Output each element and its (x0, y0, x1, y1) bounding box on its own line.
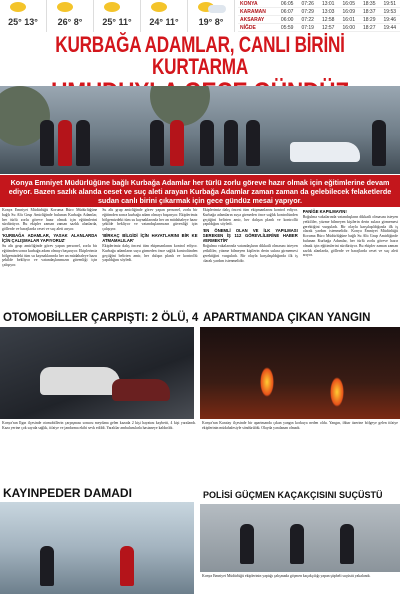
column-text: Su altı grup amirliğinde görev yapan personel, zorlu bir eğitimden sonra kurbağa adam olmayı başarıyor. Ekiplerimiz bölgemizdeki tüm su kaynaklarında her an müdahaleye hazır şekilde bekliyor ve vatandaşlarımızın güvenliği için çalışıyor. (102, 208, 198, 232)
article-column (2, 208, 97, 310)
photo-diver (372, 120, 386, 166)
prayer-time: 16:05 (342, 0, 355, 7)
photo-diver (40, 120, 54, 166)
prayer-time: 05:59 (280, 24, 294, 31)
column-text: Boğulma vakalarında vatandaşların dikkatli olmasını isteyen yetkililer, yüzme bilmeyen kişilerin derin sulara girmemesi gerektiğini vurguladı. Bir olayla karşılaşıldığında ilk iş olarak yardım istenmelidir. (202, 244, 298, 263)
prayer-city: NİĞDE (240, 24, 256, 31)
photo-diver (224, 120, 238, 166)
weather-day (47, 0, 94, 32)
column-text: Konya Emniyet Müdürlüğü Koruma Büro Müdürlüğüne bağlı Su Altı Grup Amirliğinde bulunan Kurbağa Adamlar, her türlü zorlu göreve hazır olmak için eğitimlerini sürdürüyor. Bu ekipler zaman zaman sazlık alanlarda, göllerde ve barajlarda ceset ve suç aleti arıyor. (302, 229, 398, 258)
prayer-time: 19:44 (383, 24, 397, 31)
fire-photo (200, 327, 400, 419)
prayer-time: 16:09 (342, 8, 355, 15)
smuggler-text: Konya Emniyet Müdürlüğü ekiplerinin yaptığı çalışmada göçmen kaçakçılığı yapan şüpheli suçüstü yakalandı. (202, 574, 371, 578)
photo-flame (260, 367, 274, 397)
headline-line-1: KURBAĞA ADAMLAR, CANLI BİRİNİ KURTARMA (55, 32, 345, 79)
sun-icon (151, 2, 167, 12)
prayer-time: 18:29 (362, 16, 376, 23)
photo-person (240, 524, 254, 564)
sun-icon (104, 2, 120, 12)
prayer-time: 18:27 (362, 24, 376, 31)
sun-icon (10, 2, 26, 12)
prayer-time: 07:19 (301, 24, 314, 31)
photo-diver (170, 120, 184, 166)
prayer-time: 19:46 (383, 16, 397, 23)
photo-boat (290, 142, 360, 162)
prayer-time: 18:37 (362, 8, 376, 15)
photo-diver (200, 120, 214, 166)
column-subhead: PANİĞE KAPILMAYIN! (302, 209, 347, 214)
prayer-row (238, 24, 400, 32)
weather-day (188, 0, 235, 32)
photo-diver (76, 120, 90, 166)
article-column (102, 208, 197, 310)
photo-person (340, 524, 354, 564)
prayer-city: KONYA (240, 0, 258, 7)
crash-text: Konya'nın Ilgın ilçesinde otomobillerin çarpışması sonucu meydana gelen kazada 2 kişi hayatını kaybetti, 4 kişi yaralandı. Kaza yerine çok sayıda sağlık, itfaiye ve jandarma ekibi sevk edildi. Yaralılar ambulanslarla hastaneye kaldırıldı. (2, 421, 196, 430)
prayer-time: 06:07 (280, 8, 294, 15)
photo-diver (58, 120, 72, 166)
weather-day (94, 0, 141, 32)
prayer-time: 07:29 (301, 8, 314, 15)
photo-person (290, 524, 304, 564)
prayer-times-table (238, 0, 400, 32)
photo-person (120, 546, 134, 586)
photo-car (112, 379, 170, 401)
photo-car (40, 367, 120, 395)
prayer-city: AKSARAY (240, 16, 265, 23)
article-column (303, 208, 398, 310)
stabbing-headline: KAYINPEDER DAMADI (3, 486, 132, 500)
hero-photo (0, 86, 400, 174)
smuggler-headline: POLİSİ GÜÇMEN KAÇAKÇISINI SUÇÜSTÜ (203, 490, 383, 500)
prayer-time: 06:00 (280, 16, 294, 23)
weather-temp: 25° 11° (102, 17, 132, 27)
weather-day (0, 0, 47, 32)
weather-temp: 24° 11° (149, 17, 179, 27)
column-subhead: 'EN ÖNEMLİ OLAN VE İLK YAPILMASI GEREKEN İŞ 112 GÖREVLİLERİNE HABER VERMEKTİR' (202, 228, 298, 244)
column-text: Su altı grup amirliğinde görev yapan personel, zorlu bir eğitimden sonra kurbağa adam olmayı başarıyor. Ekiplerimiz bölgemizdeki tüm su kaynaklarında her an müdahaleye hazır şekilde bekliyor ve vatandaşlarımızın güvenliği için çalışıyor. (2, 243, 98, 268)
prayer-time: 13:03 (321, 8, 335, 15)
prayer-time: 07:26 (301, 0, 314, 7)
prayer-city: KARAMAN (240, 8, 266, 15)
column-text: Boğulma vakalarında vatandaşların dikkatli olmasını isteyen yetkililer, yüzme bilmeyen kişilerin derin sulara girmemesi gerektiğini vurguladı. Bir olayla karşılaşıldığında ilk iş olarak yardım istenmelidir. (302, 215, 398, 234)
crash-headline: OTOMOBİLLER ÇARPIŞTI: 2 ÖLÜ, 4 (3, 312, 199, 324)
sun-icon (57, 2, 73, 12)
prayer-time: 12:57 (321, 24, 335, 31)
weather-temp: 26° 8° (57, 17, 83, 27)
prayer-time: 18:35 (362, 0, 376, 7)
prayer-time: 19:53 (383, 8, 397, 15)
prayer-time: 19:51 (383, 0, 397, 7)
fire-text: Konya'nın Karatay ilçesinde bir apartmanda çıkan yangın korkuya neden oldu. Yangın, ihbar üzerine bölgeye gelen itfaiye ekiplerinin müdahalesiyle söndürüldü. Olayda yaralanan olmadı. (202, 421, 398, 430)
column-text: Konya Emniyet Müdürlüğü Koruma Büro Müdürlüğüne bağlı Su Altı Grup Amirliğinde bulunan Kurbağa Adamlar, her türlü zorlu göreve hazır olmak için eğitimlerini sürdürüyor. Bu ekipler zaman zaman sazlık alanlarda, göllerde ve barajlarda ceset ve suç aleti arıyor. (2, 208, 98, 232)
photo-diver (246, 120, 260, 166)
prayer-time: 16:01 (342, 16, 355, 23)
prayer-row (238, 8, 400, 16)
prayer-row (238, 0, 400, 8)
headline-spot: Konya Emniyet Müdürlüğüne bağlı Kurbağa Adamlar her türlü zorlu göreve hazır olmak için eğitimlerine devam ediyor. Bazen sazlık alanda ceset ve suç aleti arayan Kurbağa Adamlar zaman zaman da gelebilecek felaketlerde sudan canlı birini çıkarmak için gece gündüz mesai yapıyor. (0, 175, 400, 207)
cloud-icon (208, 5, 226, 13)
column-text: Ekiplerimiz dalış öncesi tüm ekipmanlarını kontrol ediyor. Kurbağa adamların suya girmeden önce sağlık kontrolünden geçtiğini belirten amir, her dalışın planlı ve kontrollü yapıldığını söyledi. (102, 243, 198, 263)
stabbing-photo (0, 502, 194, 594)
weather-temp: 19° 8° (198, 17, 224, 27)
fire-headline: APARTMANDA ÇIKAN YANGIN (203, 312, 371, 324)
photo-diver (150, 120, 164, 166)
prayer-time: 06:05 (280, 0, 294, 7)
article-columns (2, 208, 398, 310)
weather-day (141, 0, 188, 32)
column-subhead: 'KURBAĞA ADAMLAR, YASAK ALANLARDA İÇİN ÇALIŞMALAR YAPIYORUZ' (2, 232, 98, 243)
photo-flame (330, 377, 344, 407)
prayer-time: 16:00 (342, 24, 355, 31)
smuggler-photo (200, 504, 400, 572)
prayer-time: 12:58 (321, 16, 335, 23)
prayer-row (238, 16, 400, 24)
weather-temp: 25° 13° (8, 17, 38, 27)
photo-person (40, 546, 54, 586)
article-column (203, 208, 298, 310)
weather-strip (0, 0, 235, 32)
prayer-time: 13:01 (321, 0, 335, 7)
column-text: Ekiplerimiz dalış öncesi tüm ekipmanlarını kontrol ediyor. Kurbağa adamların suya girmeden önce sağlık kontrolünden geçtiğini belirten amir, her dalışın planlı ve kontrollü yapıldığını söyledi. (202, 208, 298, 227)
prayer-time: 07:22 (301, 16, 314, 23)
crash-photo (0, 327, 194, 419)
column-subhead: 'BİRKAÇ BİLGİDİ İÇİN HAYATLARINI BİR KE ATMAMALILAR' (102, 232, 198, 243)
